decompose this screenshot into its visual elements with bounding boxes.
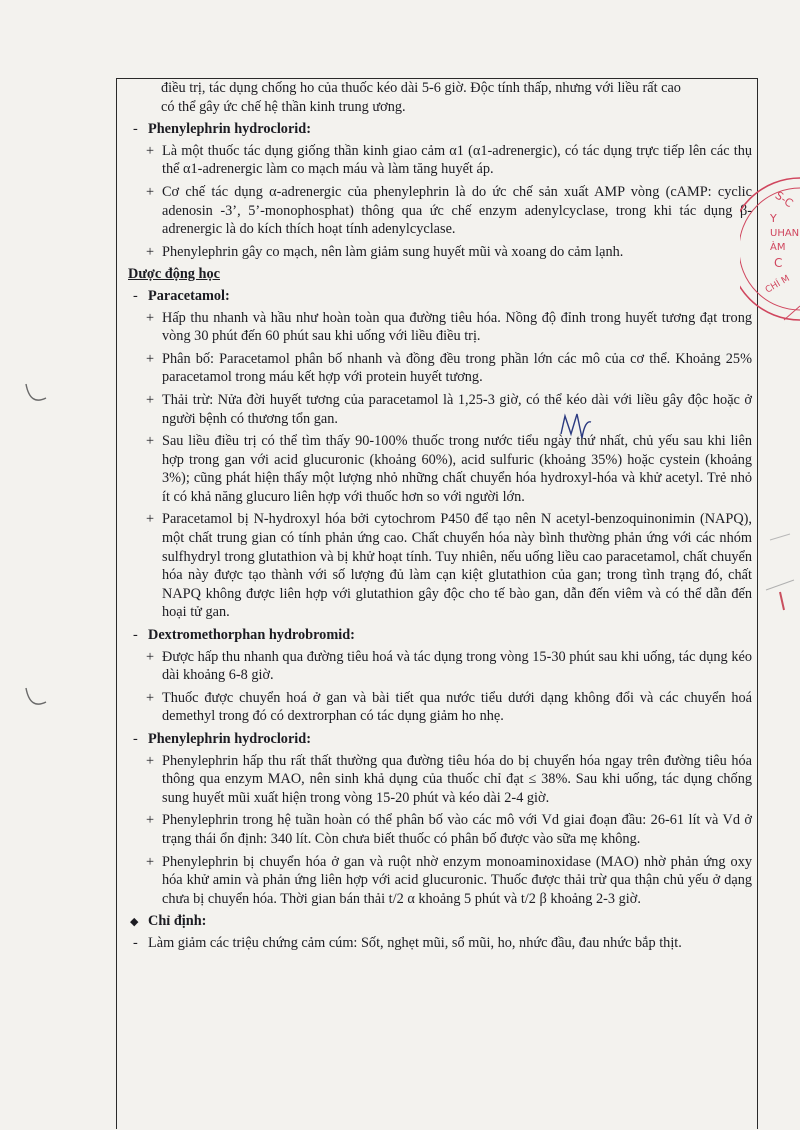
svg-text:CHÍ M: CHÍ M <box>763 273 792 296</box>
section-phenylephrin-pharmacokinetics: - Phenylephrin hydroclorid: <box>133 731 311 747</box>
stamp-seal-icon <box>740 170 800 330</box>
indication-text: - Làm giảm các triệu chứng cảm cúm: Sốt, nghẹt mũi, sổ mũi, ho, nhức đầu, đau nhức bắp thịt. <box>133 934 682 951</box>
svg-text:C: C <box>774 256 783 270</box>
list-item: + Phenylephrin trong hệ tuần hoàn có thể phân bố vào các mô với Vd giai đoạn đầu: 26-61 lít và Vd ở trạng thái ổn định: 340 lít. Còn chưa biết thuốc có phân bố được vào sữa mẹ không. <box>146 812 752 847</box>
list-item: + Được hấp thu nhanh qua đường tiêu hoá và tác dụng trong vòng 15-30 phút sau khi uống, tác dụng kéo dài khoảng 6-8 giờ. <box>146 648 752 684</box>
section-phenylephrin-pharmacodynamics: - Phenylephrin hydroclorid: <box>133 121 311 138</box>
list-item: + Cơ chế tác dụng α-adrenergic của phenylephrin là do ức chế sản xuất AMP vòng (cAMP: cyclic adenosin -3’, 5’-monophosphat) thông qua ức chế enzym adenylcyclase, trong khi tác dụng β-adrenergic là do kích thích hoạt tính adenylcyclase. <box>146 183 752 238</box>
list-item: + Thuốc được chuyển hoá ở gan và bài tiết qua nước tiểu dưới dạng không đổi và các chuyển hoá demethyl trong đó có dextrorphan có tác dụng giảm ho nhẹ. <box>146 689 752 725</box>
svg-text:Y: Y <box>770 212 777 225</box>
svg-text:UHAN: UHAN <box>770 228 800 239</box>
list-item: + Là một thuốc tác dụng giống thần kinh giao cảm α1 (α1-adrenergic), có tác dụng trực tiếp lên các thụ thể α1-adrenergic làm co mạch máu và làm tăng huyết áp. <box>146 142 752 178</box>
intro-line-2: có thể gây ức chế hệ thần kinh trung ương. <box>161 98 406 115</box>
punch-hole-mark-icon <box>20 680 50 720</box>
svg-text:S-C: S-C <box>772 188 796 211</box>
diamond-bullet-icon: ◆ <box>130 916 139 929</box>
list-item: + Phenylephrin gây co mạch, nên làm giảm sung huyết mũi và xoang do cảm lạnh. <box>146 243 624 260</box>
punch-hole-mark-icon <box>20 378 50 418</box>
list-item: + Sau liều điều trị có thể tìm thấy 90-100% thuốc trong nước tiểu ngày thứ nhất, chủ yếu sau khi liên hợp trong gan với acid glucuronic (khoảng 60%), acid sulfuric (khoảng 35%) hoặc cystein (khoảng 3%); cũng phát hiện thấy một lượng nhỏ những chất chuyển hóa hydroxyl-hóa và khử acetyl. Trẻ nhỏ ít có khả năng glucuro liên hợp với thuốc hơn so với người lớn. <box>146 433 752 505</box>
signature-mark-icon <box>555 408 595 448</box>
svg-text:ÀM: ÀM <box>770 242 786 253</box>
section-heading-pharmacokinetics: Dược động học <box>128 266 220 283</box>
list-item: + Phân bố: Paracetamol phân bố nhanh và đồng đều trong phần lớn các mô của cơ thể. Khoảng 25% paracetamol trong máu kết hợp với protein huyết tương. <box>146 350 752 386</box>
list-item: + Thải trừ: Nửa đời huyết tương của paracetamol là 1,25-3 giờ, có thể kéo dài với liều gây độc hoặc ở người bệnh có thương tổn gan. <box>146 391 752 427</box>
list-item: + Phenylephrin bị chuyển hóa ở gan và ruột nhờ enzym monoaminoxidase (MAO) nhờ phản ứng oxy hóa khử amin và phản ứng liên hợp với acid glucuronic. Thuốc được thải trừ qua thận chủ yếu ở dạng chưa bị chuyển hóa. Thời gian bán thải t/2 α khoảng 5 phút và t/2 β khoảng 2-3 giờ. <box>146 853 752 907</box>
scan-noise-icon <box>760 530 800 620</box>
document-body <box>128 79 756 953</box>
section-paracetamol: - Paracetamol: <box>133 287 230 304</box>
intro-line-1: điều trị, tác dụng chống ho của thuốc kéo dài 5-6 giờ. Độc tính thấp, nhưng với liều rất cao <box>161 80 681 96</box>
section-indication: ◆ Chỉ định: <box>128 912 756 931</box>
list-item: + Paracetamol bị N-hydroxyl hóa bởi cytochrom P450 để tạo nên N acetyl-benzoquinonimin (NAPQ), một chất trung gian có tính phản ứng cao. Chất chuyển hóa này bình thường phản ứng với các nhóm sulfhydryl trong glutathion và bị khử hoạt tính. Tuy nhiên, nếu uống liều cao paracetamol, chất chuyển hóa này được tạo thành với số lượng đủ làm cạn kiệt glutathion của gan; trong tình trạng đó, chất NAPQ không được liên hợp với glutathion gây độc cho tế bào gan, dẫn đến viêm và có thể dẫn đến hoại tử gan. <box>146 511 752 621</box>
list-item: + Hấp thu nhanh và hầu như hoàn toàn qua đường tiêu hóa. Nồng độ đỉnh trong huyết tương đạt trong vòng 30 phút đến 60 phút sau khi uống với liều điều trị. <box>146 309 752 345</box>
list-item: + Phenylephrin hấp thu rất thất thường qua đường tiêu hóa do bị chuyển hóa ngay trên đường tiêu hóa thông qua enzym MAO, nên sinh khả dụng của thuốc chỉ đạt ≤ 38%. Sau khi uống, tác dụng chống sung huyết mũi xuất hiện trong vòng 15-20 phút và kéo dài 2-4 giờ. <box>146 752 752 806</box>
section-dextromethorphan: - Dextromethorphan hydrobromid: <box>133 627 355 644</box>
